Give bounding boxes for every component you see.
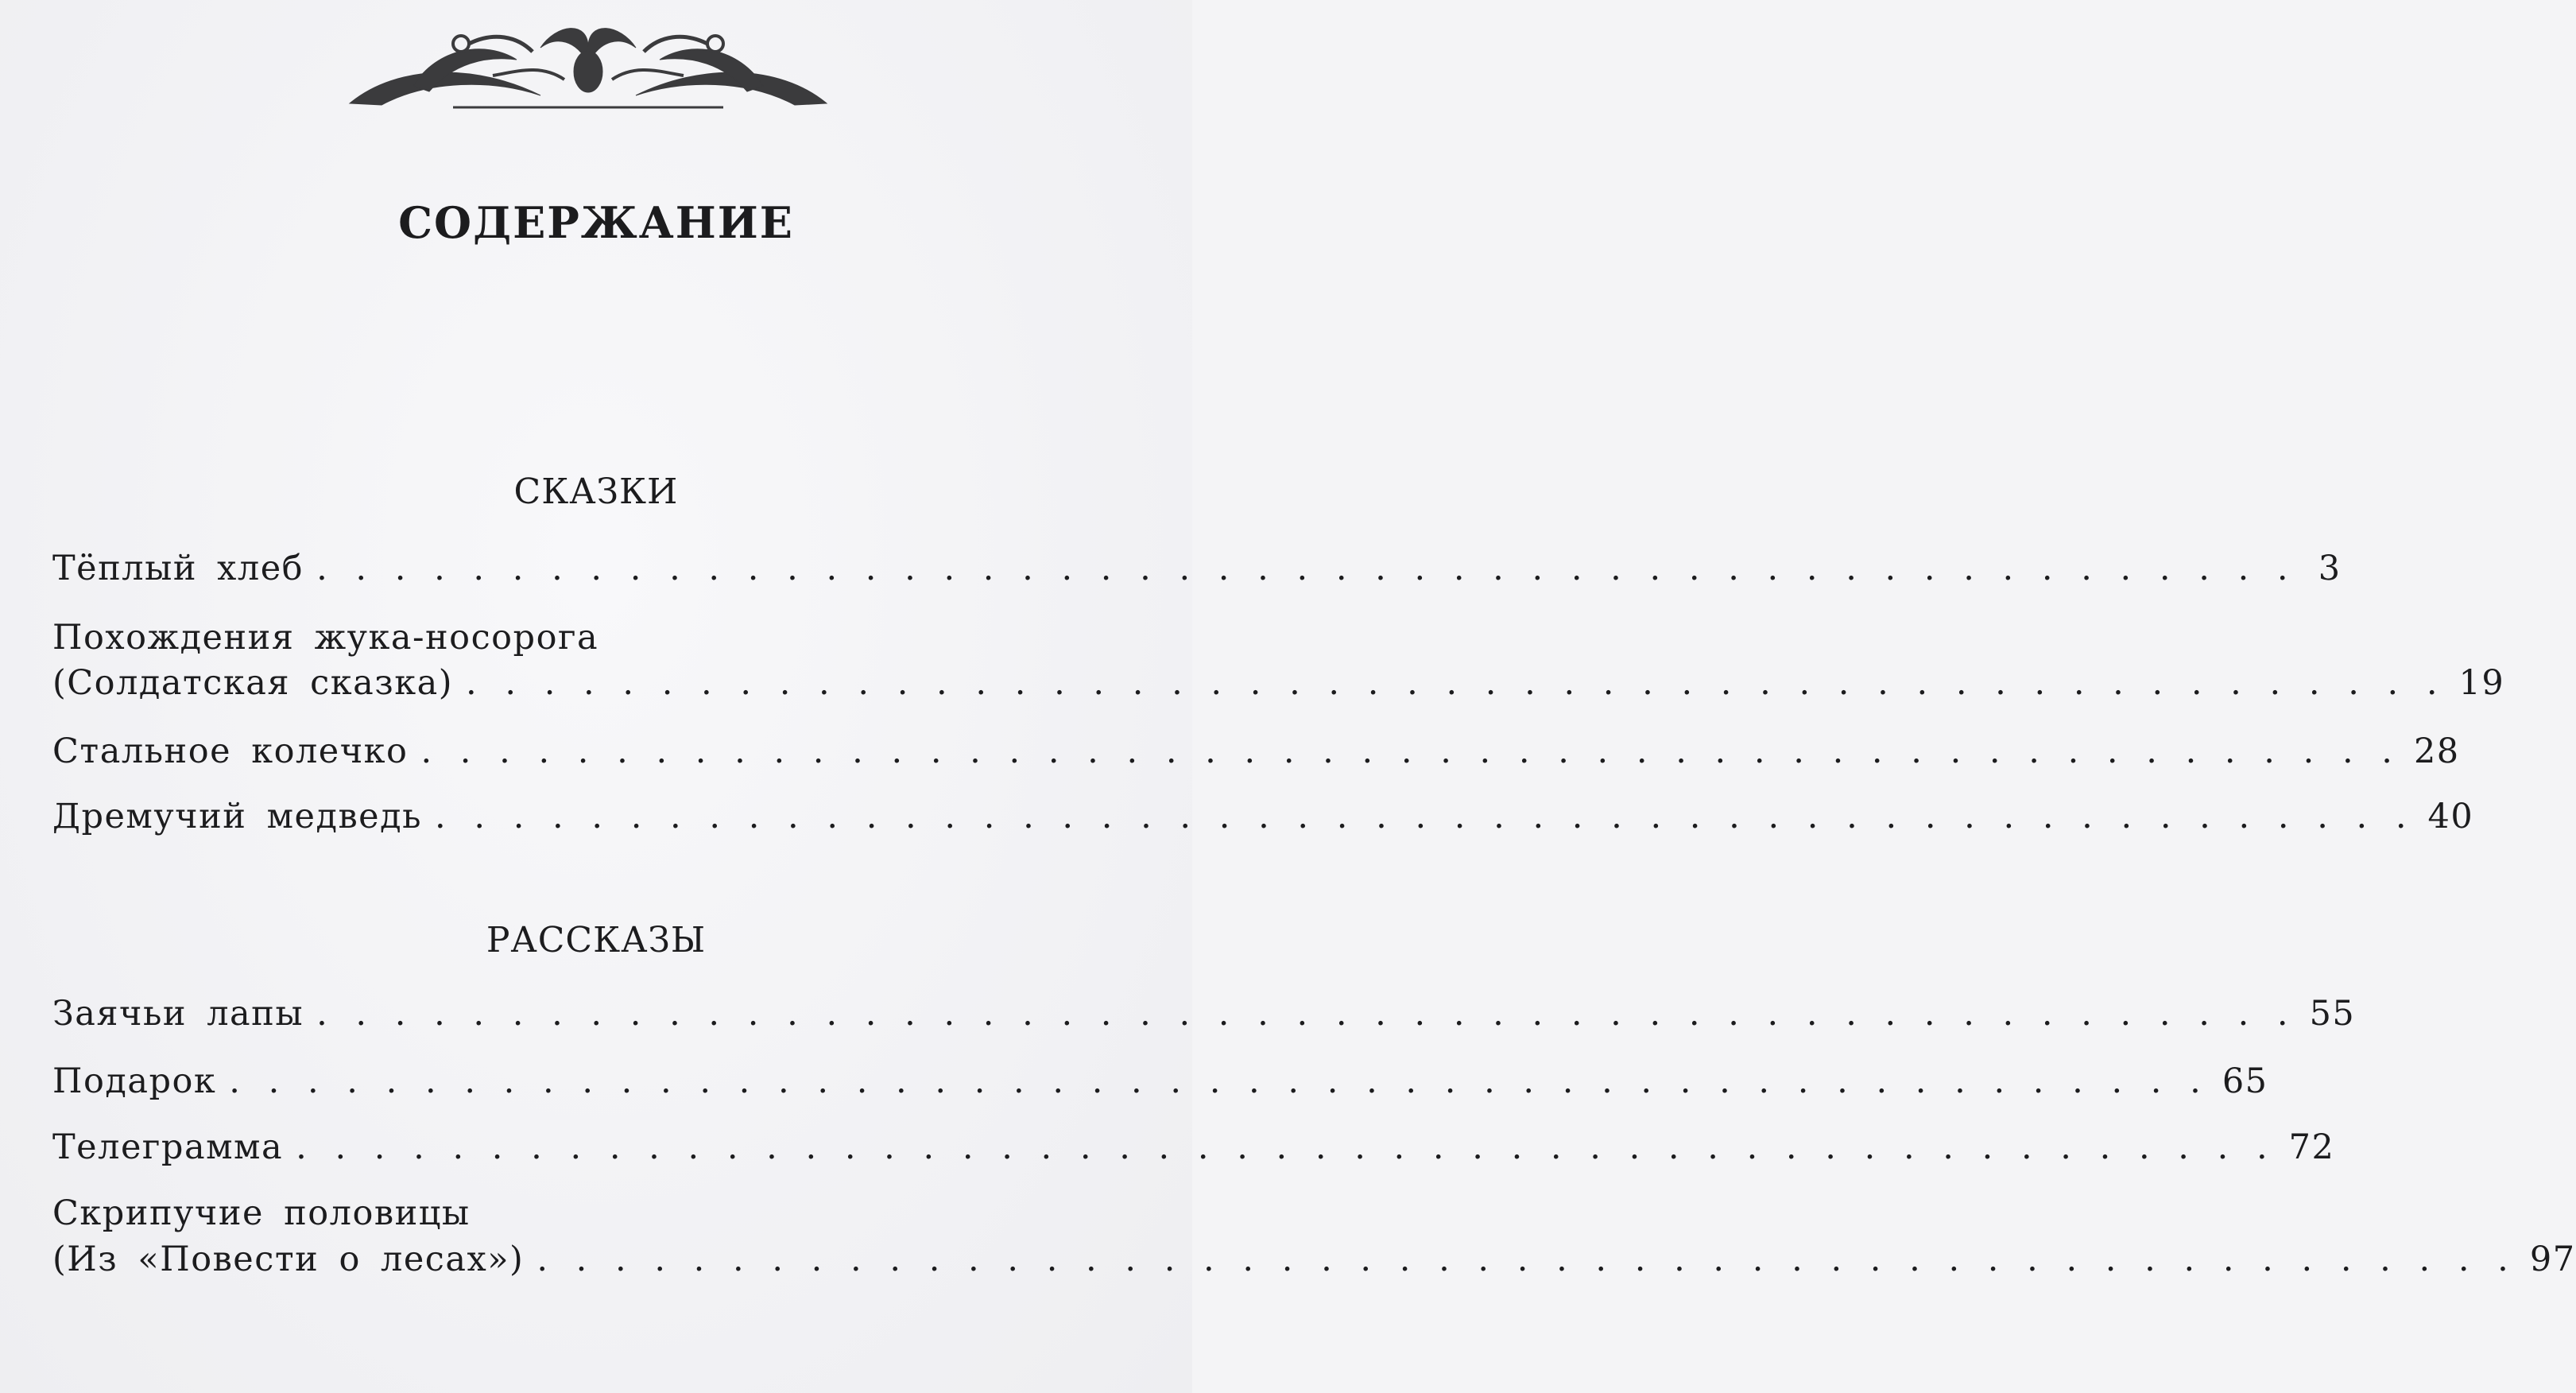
section-heading-rasskazy: РАССКАЗЫ: [486, 920, 707, 960]
toc-entry[interactable]: [52, 616, 2505, 704]
toc-entry[interactable]: [52, 1060, 2268, 1103]
dot-leader: . . . . . . . . . . . . . . . . . . . . . . . . . . . . . . . . . . . . . . . . . . . . . . . . . . .: [466, 663, 2446, 703]
toc-entry-page: 72: [2288, 1127, 2335, 1167]
toc-entry-subtitle: (Солдатская сказка): [52, 663, 454, 703]
toc-entry-title: Тёплый хлеб: [52, 549, 304, 588]
toc-entry-title: Подарок: [52, 1061, 217, 1101]
toc-entry-title: Заячьи лапы: [52, 994, 304, 1034]
toc-entry[interactable]: [52, 547, 2342, 590]
toc-entry-title: Скрипучие половицы: [52, 1193, 471, 1233]
dot-leader: . . . . . . . . . . . . . . . . . . . . . . . . . . . . . . . . . . . . . . . . . . . . . . . . . . .: [537, 1240, 2517, 1279]
toc-entry-title: Стальное колечко: [52, 731, 409, 771]
toc-entry-page: 3: [2318, 549, 2342, 588]
toc-entry[interactable]: [52, 795, 2474, 838]
dot-leader: . . . . . . . . . . . . . . . . . . . . . . . . . . . . . . . . . . . . . . . . . . . . . . . . . . .: [296, 1127, 2276, 1167]
toc-entry-title: Дремучий медведь: [52, 797, 423, 836]
dot-leader: . . . . . . . . . . . . . . . . . . . . . . . . . . . . . . . . . . . . . . . . . . . . . . . . . . .: [420, 731, 2401, 771]
section-heading-skazki: СКАЗКИ: [513, 471, 679, 512]
dot-leader: . . . . . . . . . . . . . . . . . . . . . . . . . . . . . . . . . . . . . . . . . . . . . . . . . . .: [316, 549, 2297, 588]
dot-leader: . . . . . . . . . . . . . . . . . . . . . . . . . . . . . . . . . . . . . . . . . . . . . . . . . . .: [229, 1061, 2210, 1101]
dot-leader: . . . . . . . . . . . . . . . . . . . . . . . . . . . . . . . . . . . . . . . . . . . . . . . . . . .: [316, 994, 2297, 1034]
toc-entry[interactable]: [52, 992, 2356, 1035]
toc-entry-page: 40: [2427, 797, 2474, 836]
toc-entry-page: 55: [2309, 994, 2356, 1034]
toc-entry-title: Телеграмма: [52, 1127, 284, 1167]
dot-leader: . . . . . . . . . . . . . . . . . . . . . . . . . . . . . . . . . . . . . . . . . . . . . . . . . . .: [435, 797, 2415, 836]
toc-entry[interactable]: [52, 730, 2460, 773]
toc-entry-page: 97: [2529, 1240, 2576, 1279]
toc-entry-page: 65: [2222, 1061, 2268, 1101]
toc-entry-page: 19: [2458, 663, 2505, 703]
toc-entry-subtitle: (Из «Повести о лесах»): [52, 1240, 525, 1279]
page-title: СОДЕРЖАНИЕ: [398, 197, 794, 248]
toc-entry-page: 28: [2413, 731, 2460, 771]
toc-entry[interactable]: [52, 1192, 2576, 1281]
toc-entry-title: Похождения жука-носорога: [52, 618, 599, 658]
toc-entry[interactable]: [52, 1126, 2335, 1169]
decorative-flourish-ornament: [334, 16, 843, 115]
